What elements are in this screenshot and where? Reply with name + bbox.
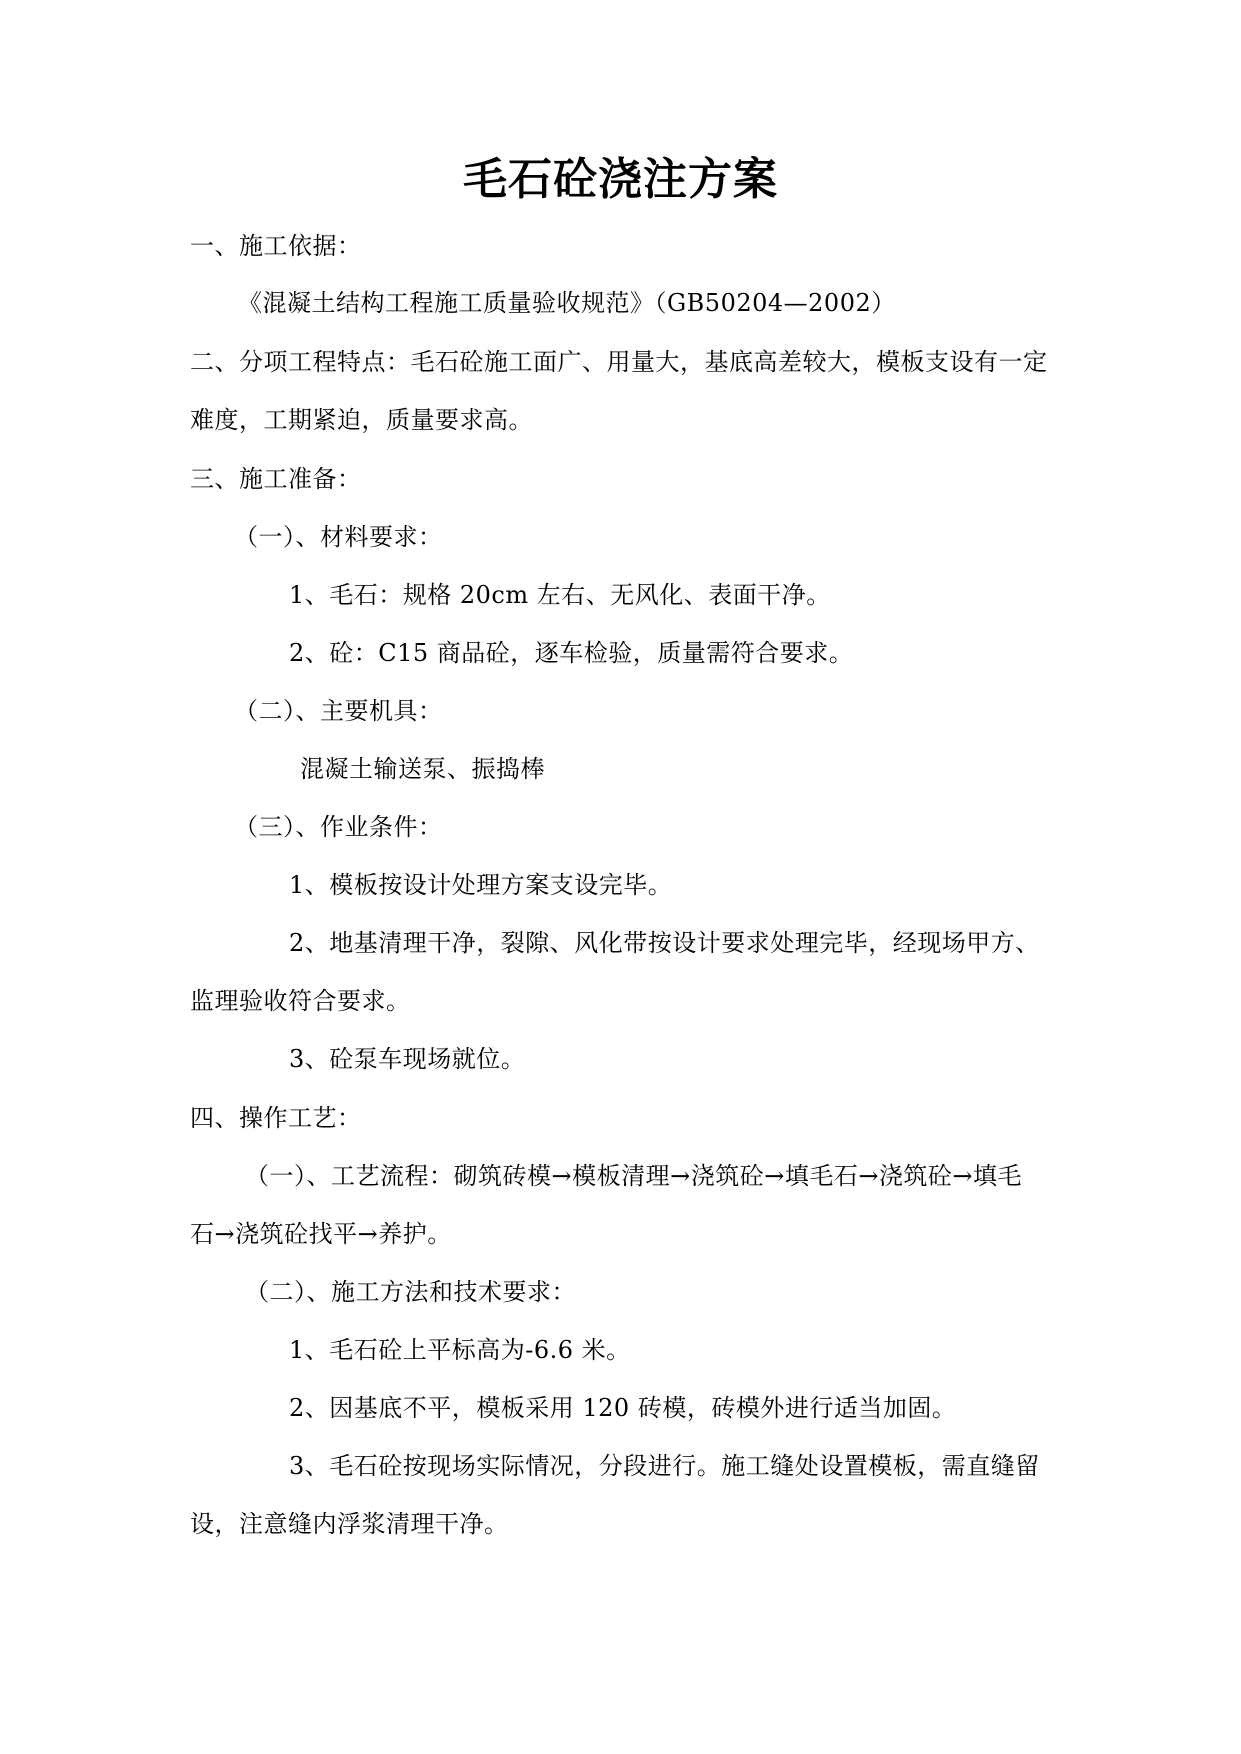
process-flow-line-2: 石→浇筑砼找平→养护。 bbox=[190, 1220, 452, 1248]
section-2-paragraph-line-1: 二、分项工程特点：毛石砼施工面广、用量大，基底高差较大，模板支设有一定 bbox=[190, 348, 1048, 376]
conditions-item-3: 3、砼泵车现场就位。 bbox=[289, 1045, 526, 1073]
methods-item-3-line-2: 设，注意缝内浮浆清理干净。 bbox=[190, 1510, 509, 1538]
materials-item-2: 2、砼：C15 商品砼，逐车检验，质量需符合要求。 bbox=[289, 639, 854, 667]
methods-item-2: 2、因基底不平，模板采用 120 砖模，砖模外进行适当加固。 bbox=[289, 1394, 957, 1422]
conditions-item-2-line-1: 2、地基清理干净，裂隙、风化带按设计要求处理完毕，经现场甲方、 bbox=[289, 929, 1040, 957]
section-1-heading: 一、施工依据： bbox=[190, 232, 362, 260]
methods-item-3-line-1: 3、毛石砼按现场实际情况，分段进行。施工缝处设置模板，需直缝留 bbox=[289, 1452, 1040, 1480]
basis-standard-line: 《混凝土结构工程施工质量验收规范》（GB50204—2002） bbox=[238, 289, 896, 317]
document-title: 毛石砼浇注方案 bbox=[463, 154, 778, 205]
conditions-item-1: 1、模板按设计处理方案支设完毕。 bbox=[289, 871, 673, 899]
subsection-materials-heading: （一）、材料要求： bbox=[234, 523, 443, 551]
subsection-equipment-heading: （二）、主要机具： bbox=[234, 697, 443, 725]
materials-item-1: 1、毛石：规格 20cm 左右、无风化、表面干净。 bbox=[289, 581, 831, 609]
methods-item-1: 1、毛石砼上平标高为-6.6 米。 bbox=[289, 1336, 631, 1364]
process-flow-line-1: （一）、工艺流程：砌筑砖模→模板清理→浇筑砼→填毛石→浇筑砼→填毛 bbox=[245, 1162, 1023, 1190]
subsection-methods-heading: （二）、施工方法和技术要求： bbox=[245, 1278, 576, 1306]
section-2-paragraph-line-2: 难度，工期紧迫，质量要求高。 bbox=[190, 406, 533, 434]
section-3-heading: 三、施工准备： bbox=[190, 465, 362, 493]
subsection-conditions-heading: （三）、作业条件： bbox=[234, 813, 443, 841]
equipment-list: 混凝土输送泵、振捣棒 bbox=[300, 755, 545, 783]
section-4-heading: 四、操作工艺： bbox=[190, 1104, 362, 1132]
conditions-item-2-line-2: 监理验收符合要求。 bbox=[190, 987, 411, 1015]
